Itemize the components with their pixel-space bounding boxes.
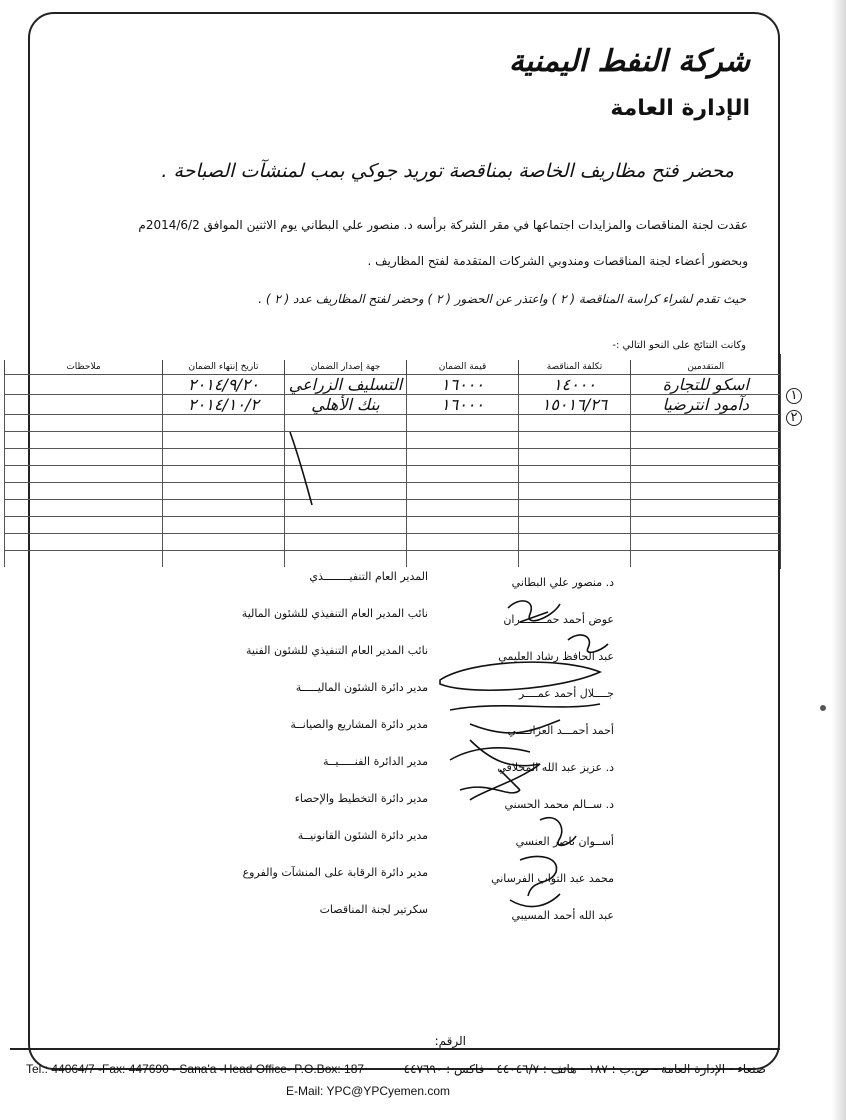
cell-guarantee-value: ١٦٠٠٠ [407, 375, 519, 395]
table-row [5, 375, 781, 395]
footer-divider [10, 1048, 780, 1050]
attendance-paragraph: وبحضور أعضاء لجنة المناقصات ومندوبي الشركات المتقدمة لفتح المظاريف . [367, 254, 748, 268]
cell-cost: ١٤٠٠٠ [519, 375, 631, 395]
signatory-name: جــــلال أحمد عمــــر [518, 687, 614, 700]
company-name: شركة النفط اليمنية [508, 44, 750, 79]
table-row [5, 483, 781, 500]
table-row [5, 415, 781, 432]
signatory-name: محمد عبد التواب الفرساني [491, 872, 614, 885]
scan-speck [820, 705, 826, 711]
cell-expiry: ٢٠١٤/١٠/٢ [163, 395, 285, 415]
header-notes: ملاحظات [5, 360, 163, 375]
header-issuer: جهة إصدار الضمان [285, 360, 407, 375]
footer-email: E-Mail: YPC@YPCyemen.com [286, 1084, 451, 1098]
signatory-title: مدير دائرة التخطيط والإحصاء [294, 792, 428, 805]
table-row [5, 395, 781, 415]
signatory-name: د. عزيز عبد الله المخلافي [497, 761, 614, 774]
signatory-title: مدير الدائرة الفنـــــيــة [323, 755, 428, 768]
cell-notes [5, 375, 163, 395]
cell-expiry: ٢٠١٤/٩/٢٠ [163, 375, 285, 395]
bidders-count-paragraph: حيث تقدم لشراء كراسة المناقصة ( ٢ ) واعتذر عن الحضور ( ٢ ) وحضر لفتح المظاريف عدد ( ٢ ) . [258, 292, 746, 306]
signatory-name: أســوان ناصر العنسي [515, 835, 614, 848]
table-row [5, 466, 781, 483]
table-edge-line [780, 354, 781, 569]
header-cost: تكلفة المناقصة [519, 360, 631, 375]
signatory-title: مدير دائرة المشاريع والصيانــة [290, 718, 428, 731]
scan-edge [832, 0, 846, 1120]
cell-guarantee-value: ١٦٠٠٠ [407, 395, 519, 415]
table-row [5, 534, 781, 551]
signatory-name: أحمد أحمـــد العزانــــي [507, 724, 614, 737]
results-table [4, 360, 781, 567]
signatory-title: المدير العام التنفيــــــــذي [309, 570, 428, 583]
signatory-title: نائب المدير العام التنفيذي للشئون المالية [241, 607, 428, 620]
cell-notes [5, 395, 163, 415]
header-expiry: تاريخ إنتهاء الضمان [163, 360, 285, 375]
row-marker: ٢ [786, 410, 802, 426]
cell-bidder: اسكو للتجارة [631, 375, 781, 395]
cell-issuer: التسليف الزراعي [285, 375, 407, 395]
header-bidders: المتقدمين [631, 360, 781, 375]
results-intro: وكانت النتائج على النحو التالي :- [612, 340, 746, 351]
reference-number-label: الرقم: [434, 1034, 466, 1048]
signatory-name: د. ســالم محمد الحسني [504, 798, 614, 811]
table-row [5, 432, 781, 449]
signatory-name: عوض أحمد حمــــــــران [503, 613, 614, 626]
header-guarantee-value: قيمة الضمان [407, 360, 519, 375]
cell-cost: ١٥٠١٦/٢٦ [519, 395, 631, 415]
document-heading: محضر فتح مظاريف الخاصة بمناقصة توريد جوكي بمب لمنشآت الصباحة . [161, 160, 734, 182]
signatory-name: عبد الله أحمد المسيبي [511, 909, 614, 922]
meeting-paragraph: عقدت لجنة المناقصات والمزايدات اجتماعها في مقر الشركة برأسه د. منصور علي البطاني يوم الاثنين الموافق 2014/6/2م [138, 218, 748, 232]
footer-contact-english: Tel.: 44064/7 -Fax: 447690 - Sana'a -Head Office- P.O.Box: 187 [26, 1062, 365, 1076]
signatory-name: د. منصور علي البطاني [511, 576, 614, 589]
cell-bidder: دآمود انترضيا [631, 395, 781, 415]
signatory-title: نائب المدير العام التنفيذي للشئون الفنية [245, 644, 428, 657]
row-marker: ١ [786, 388, 802, 404]
table-header-row [5, 360, 781, 375]
cell-issuer: بنك الأهلي [285, 395, 407, 415]
signatory-title: مدير دائرة الشئون الماليـــــة [295, 681, 428, 694]
signatory-title: مدير دائرة الرقابة على المنشآت والفروع [242, 866, 428, 879]
department-name: الإدارة العامة [610, 96, 750, 121]
table-row [5, 551, 781, 568]
table-row [5, 517, 781, 534]
signatory-name: عبد الحافظ رشاد العليمي [498, 650, 614, 663]
signatory-title: مدير دائرة الشئون القانونيــة [297, 829, 428, 842]
table-row [5, 449, 781, 466]
table-row [5, 500, 781, 517]
signatory-title: سكرتير لجنة المناقصات [319, 903, 428, 916]
footer-contact-arabic: صنعاء - الإدارة العامة - ص.ب : ١٨٧ - هاتف : ٤٤٠٤٦/٧ - فاكس : ٤٤٧٦٩٠ [403, 1062, 766, 1076]
